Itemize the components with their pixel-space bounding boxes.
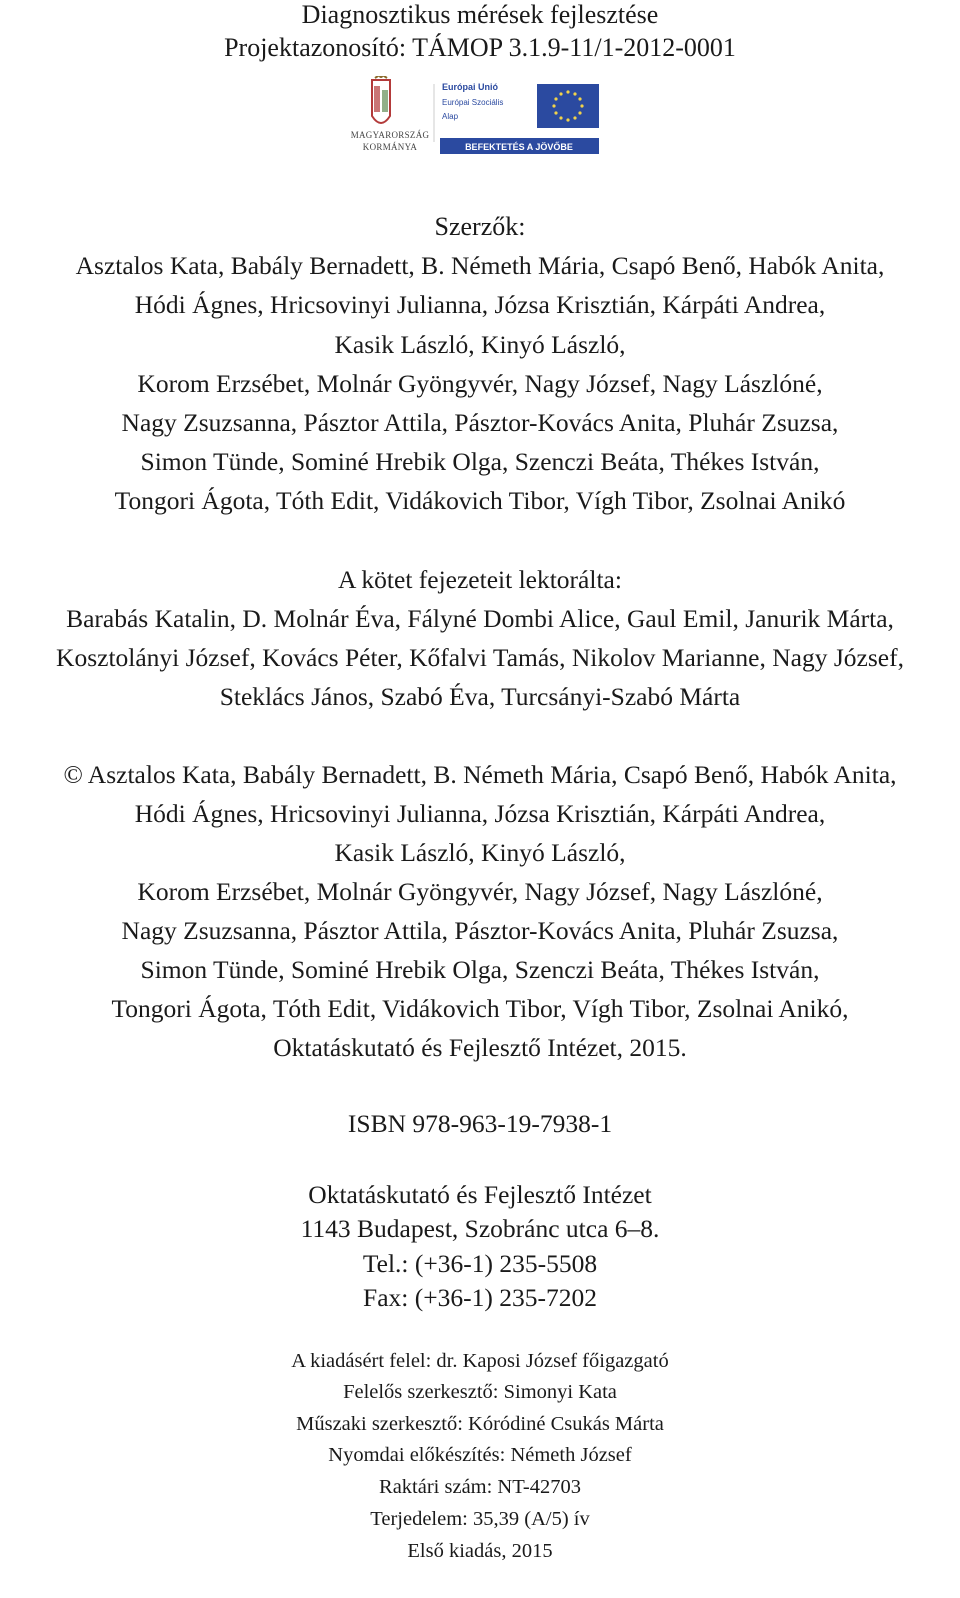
authors-line: Hódi Ágnes, Hricsovinyi Julianna, Józsa Krisztián, Kárpáti Andrea, [134, 290, 826, 319]
isbn: ISBN 978-963-19-7938-1 [347, 1109, 613, 1138]
reviewers-heading: A kötet fejezeteit lektorálta: [338, 565, 622, 594]
eu-logo-line2: Európai Szociális [442, 98, 504, 107]
publisher-fax: Fax: (+36-1) 235-7202 [363, 1283, 597, 1312]
funding-logos [350, 76, 612, 162]
reviewers-line: Kosztolányi József, Kovács Péter, Kőfalvi Tamás, Nikolov Marianne, Nagy József, [56, 643, 904, 672]
authors-line: Nagy Zsuzsanna, Pásztor Attila, Pásztor-Kovács Anita, Pluhár Zsuzsa, [121, 408, 839, 437]
gov-logo-line1: MAGYARORSZÁG [350, 130, 430, 140]
copyright-line: Kasik László, Kinyó László, [334, 838, 626, 867]
imprint-line: Felelős szerkesztő: Simonyi Kata [343, 1381, 617, 1403]
eu-slogan: BEFEKTETÉS A JÖVŐBE [465, 142, 573, 152]
copyright-line: Tongori Ágota, Tóth Edit, Vidákovich Tibor, Vígh Tibor, Zsolnai Anikó, [111, 994, 849, 1023]
publisher-address: 1143 Budapest, Szobránc utca 6–8. [300, 1214, 660, 1243]
project-title: Diagnosztikus mérések fejlesztése [301, 0, 659, 29]
copyright-line: Oktatáskutató és Fejlesztő Intézet, 2015. [273, 1033, 687, 1062]
eu-logo-line1: Európai Unió [442, 82, 498, 92]
hungarian-coat-of-arms-icon [372, 76, 390, 123]
eu-logo-line3: Alap [442, 112, 459, 121]
authors-line: Simon Tünde, Sominé Hrebik Olga, Szenczi Beáta, Thékes István, [140, 447, 820, 476]
copyright-line: © Asztalos Kata, Babály Bernadett, B. Németh Mária, Csapó Benő, Habók Anita, [63, 760, 897, 789]
authors-line: Tongori Ágota, Tóth Edit, Vidákovich Tibor, Vígh Tibor, Zsolnai Anikó [114, 486, 846, 515]
publisher-phone: Tel.: (+36-1) 235-5508 [362, 1249, 598, 1278]
copyright-line: Nagy Zsuzsanna, Pásztor Attila, Pásztor-Kovács Anita, Pluhár Zsuzsa, [121, 916, 839, 945]
logo-artwork [350, 76, 612, 162]
reviewers-line: Steklács János, Szabó Éva, Turcsányi-Szabó Márta [219, 682, 741, 711]
publisher-name: Oktatáskutató és Fejlesztő Intézet [308, 1180, 652, 1209]
gov-logo-line2: KORMÁNYA [362, 142, 418, 152]
authors-line: Korom Erzsébet, Molnár Gyöngyvér, Nagy József, Nagy Lászlóné, [137, 369, 823, 398]
project-id: Projektazonosító: TÁMOP 3.1.9-11/1-2012-0001 [224, 33, 736, 62]
copyright-line: Simon Tünde, Sominé Hrebik Olga, Szenczi Beáta, Thékes István, [140, 955, 820, 984]
copyright-line: Korom Erzsébet, Molnár Gyöngyvér, Nagy József, Nagy Lászlóné, [137, 877, 823, 906]
eu-flag-icon [537, 84, 599, 128]
authors-heading: Szerzők: [434, 212, 526, 241]
reviewers-line: Barabás Katalin, D. Molnár Éva, Fályné Dombi Alice, Gaul Emil, Janurik Márta, [66, 604, 894, 633]
imprint-line: Műszaki szerkesztő: Kóródiné Csukás Márta [296, 1413, 664, 1435]
imprint-line: A kiadásért felel: dr. Kaposi József főigazgató [291, 1350, 669, 1372]
imprint-line: Terjedelem: 35,39 (A/5) ív [370, 1508, 590, 1530]
authors-line: Kasik László, Kinyó László, [334, 330, 626, 359]
imprint-line: Raktári szám: NT-42703 [379, 1476, 581, 1498]
imprint-line: Nyomdai előkészítés: Németh József [328, 1444, 632, 1466]
authors-line: Asztalos Kata, Babály Bernadett, B. Németh Mária, Csapó Benő, Habók Anita, [75, 251, 885, 280]
imprint-line: Első kiadás, 2015 [407, 1540, 553, 1562]
copyright-line: Hódi Ágnes, Hricsovinyi Julianna, Józsa Krisztián, Kárpáti Andrea, [134, 799, 826, 828]
